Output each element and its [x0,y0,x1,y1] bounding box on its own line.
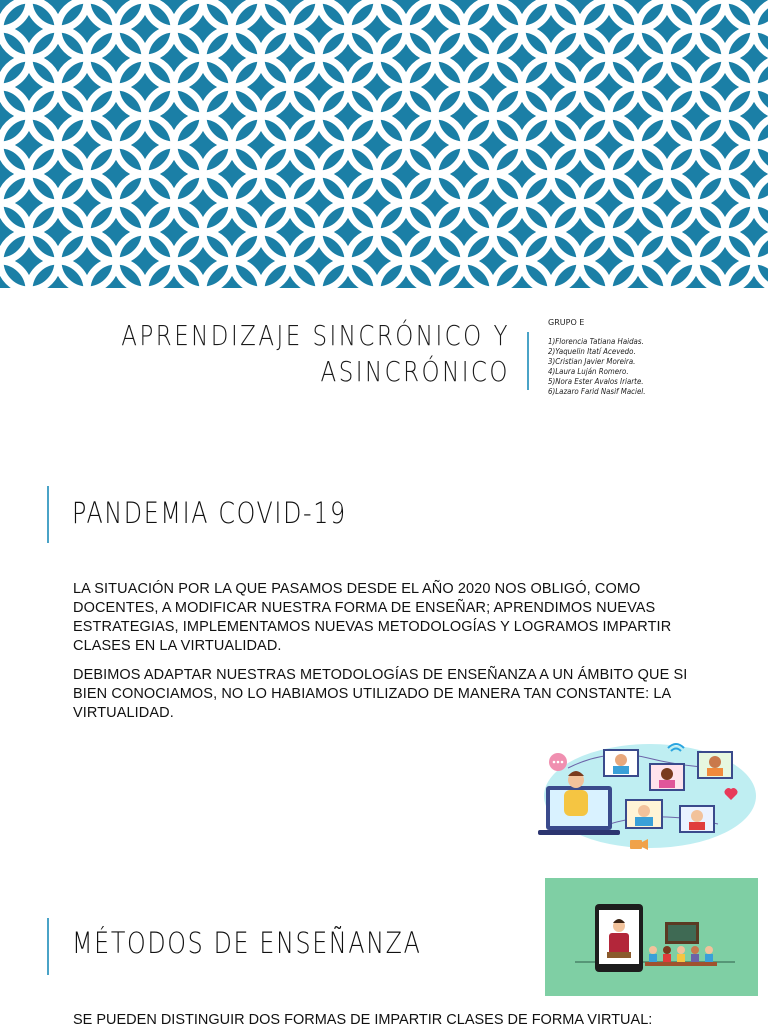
section-title-metodos: MÉTODOS DE ENSEÑANZA [72,926,422,960]
group-info [548,318,659,397]
paragraph-2: DEBIMOS ADAPTAR NUESTRAS METODOLOGÍAS DE ENSEÑANZA A UN ÁMBITO QUE SI BIEN CONOCIAMOS, NO LO HABIAMOS UTILIZADO DE MANERA TAN CONSTANTE: LA VIRTUALIDAD. [73,667,688,721]
member-item: 4)Laura Luján Romero. [548,367,629,376]
member-item: 5)Nora Ester Avalos Iriarte. [548,377,644,386]
title-line-1: APRENDIZAJE SINCRÓNICO Y [121,319,510,352]
video-conference-illustration [528,728,758,856]
member-item: 6)Lazaro Farid Nasif Maciel. [548,387,646,396]
section-accent-line [47,486,49,543]
member-item: 1)Florencia Tatiana Haidas. [548,337,644,346]
metodos-intro-text: SE PUEDEN DISTINGUIR DOS FORMAS DE IMPARTIR CLASES DE FORMA VIRTUAL: [73,1012,653,1028]
member-item: 3)Cristian Javier Moreira. [548,357,636,366]
member-item: 2)Yaquelin Itatí Acevedo. [548,347,636,356]
interlocking-circles-pattern [0,0,768,288]
title-line-2: ASINCRÓNICO [320,355,510,388]
section-title-pandemia: PANDEMIA COVID-19 [72,496,347,530]
tablet-classroom-illustration [545,878,758,996]
title-slide [0,288,768,420]
group-heading: GRUPO E [548,318,585,327]
banner-pattern [0,0,768,288]
section-accent-line [47,918,49,975]
pandemia-text [73,580,693,723]
paragraph-1: LA SITUACIÓN POR LA QUE PASAMOS DESDE EL AÑO 2020 NOS OBLIGÓ, COMO DOCENTES, A MODIFICAR NUESTRA FORMA DE ENSEÑAR; APRENDIMOS NUEVAS ESTRATEGIAS, IMPLEMENTAMOS NUEVAS METODOLOGÍAS Y LOGRAMOS IMPARTIR CLASES EN LA VIRTUALIDAD. [73,581,672,654]
title-divider [527,332,529,390]
presentation-title [121,318,510,390]
